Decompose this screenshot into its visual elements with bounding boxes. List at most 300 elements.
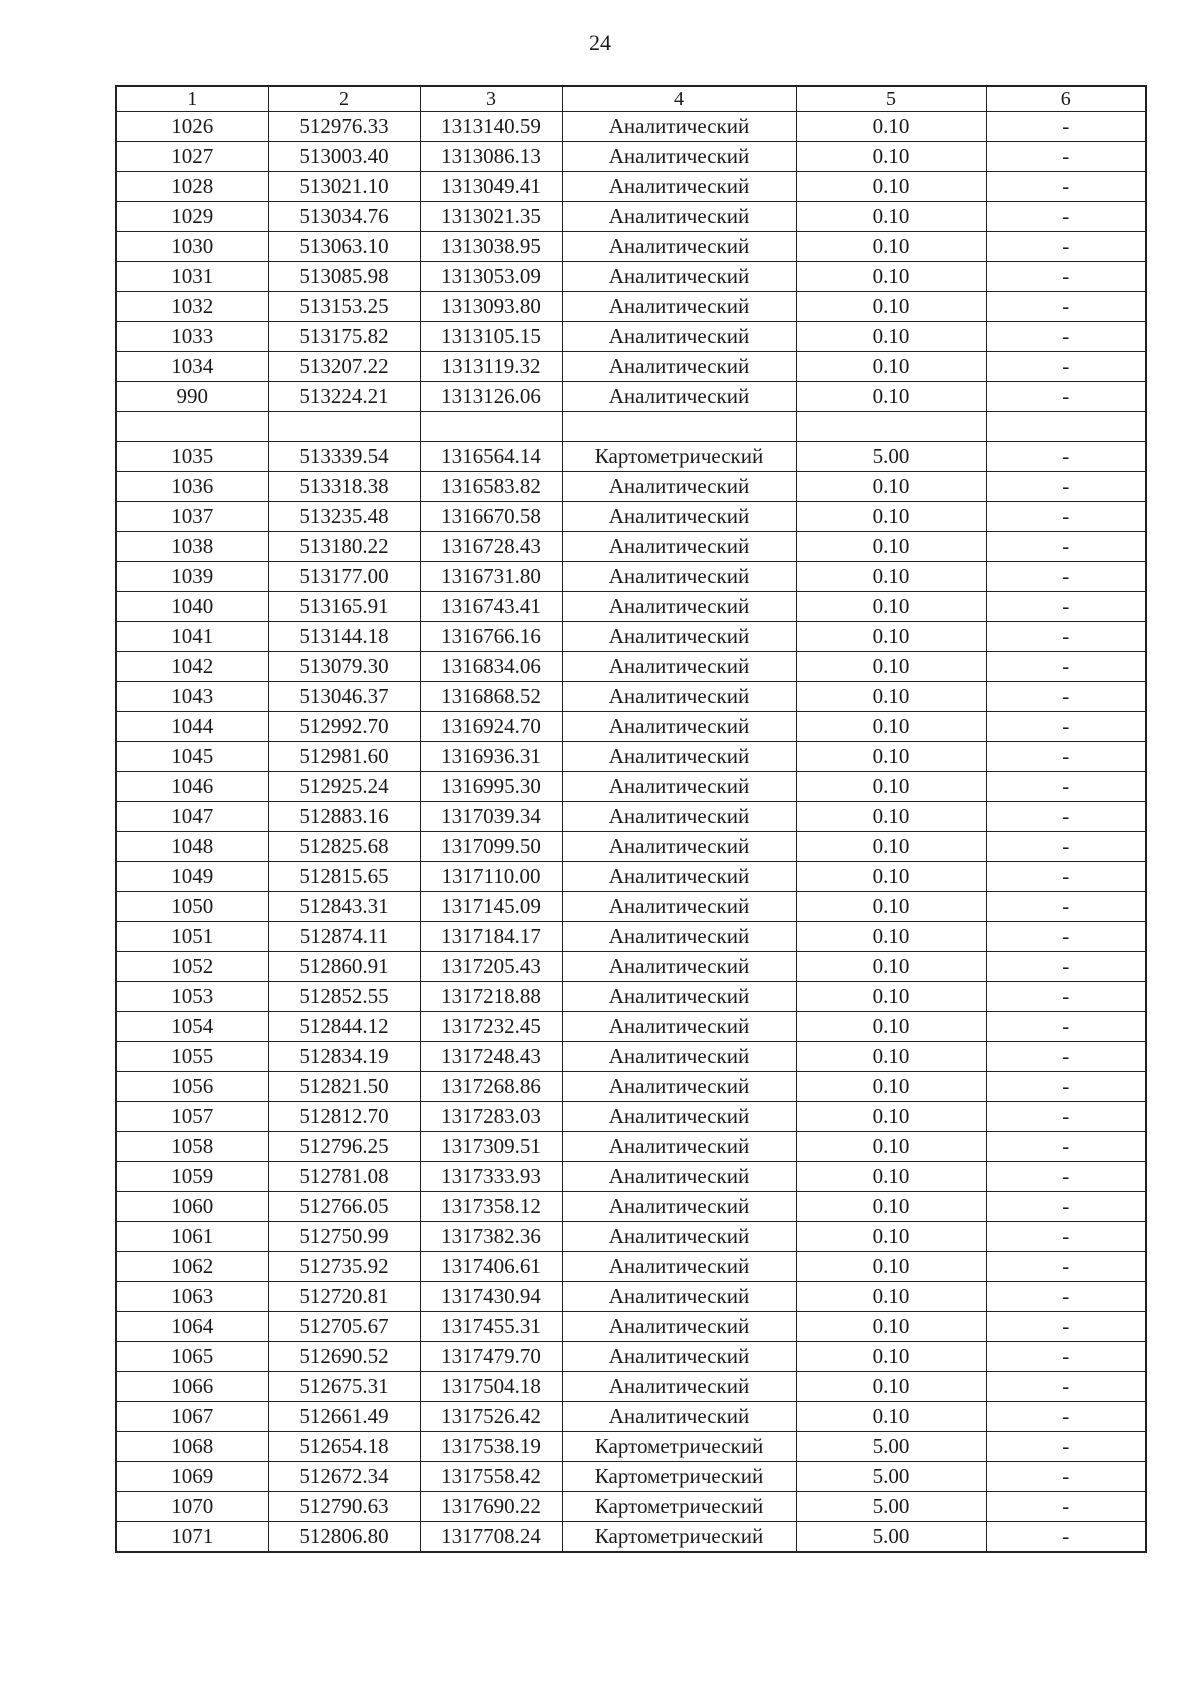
x-coordinate-cell: 512806.80 bbox=[268, 1522, 420, 1553]
y-coordinate-cell: 1317430.94 bbox=[420, 1282, 562, 1312]
table-row bbox=[116, 1252, 1146, 1282]
y-coordinate-cell: 1317205.43 bbox=[420, 952, 562, 982]
y-coordinate-cell: 1317690.22 bbox=[420, 1492, 562, 1522]
method-cell: Аналитический bbox=[562, 592, 796, 622]
table-row bbox=[116, 112, 1146, 142]
accuracy-cell: 0.10 bbox=[796, 1342, 986, 1372]
y-coordinate-cell: 1316936.31 bbox=[420, 742, 562, 772]
point-number-cell: 1054 bbox=[116, 1012, 268, 1042]
column-header-1: 1 bbox=[116, 86, 268, 112]
y-coordinate-cell: 1316670.58 bbox=[420, 502, 562, 532]
point-number-cell: 1055 bbox=[116, 1042, 268, 1072]
accuracy-cell: 0.10 bbox=[796, 1042, 986, 1072]
table-row bbox=[116, 742, 1146, 772]
note-cell: - bbox=[986, 382, 1146, 412]
method-cell: Аналитический bbox=[562, 502, 796, 532]
accuracy-cell: 0.10 bbox=[796, 352, 986, 382]
x-coordinate-cell: 512781.08 bbox=[268, 1162, 420, 1192]
note-cell: - bbox=[986, 1432, 1146, 1462]
x-coordinate-cell bbox=[268, 412, 420, 442]
x-coordinate-cell: 513180.22 bbox=[268, 532, 420, 562]
point-number-cell: 1032 bbox=[116, 292, 268, 322]
accuracy-cell: 0.10 bbox=[796, 742, 986, 772]
point-number-cell: 1066 bbox=[116, 1372, 268, 1402]
accuracy-cell: 0.10 bbox=[796, 772, 986, 802]
x-coordinate-cell: 513153.25 bbox=[268, 292, 420, 322]
method-cell: Аналитический bbox=[562, 772, 796, 802]
note-cell: - bbox=[986, 202, 1146, 232]
table-row bbox=[116, 1312, 1146, 1342]
method-cell: Аналитический bbox=[562, 172, 796, 202]
y-coordinate-cell: 1317248.43 bbox=[420, 1042, 562, 1072]
method-cell: Аналитический bbox=[562, 1162, 796, 1192]
table-row bbox=[116, 922, 1146, 952]
note-cell: - bbox=[986, 982, 1146, 1012]
point-number-cell: 1058 bbox=[116, 1132, 268, 1162]
coordinates-table bbox=[115, 85, 1147, 1553]
x-coordinate-cell: 513177.00 bbox=[268, 562, 420, 592]
point-number-cell: 1052 bbox=[116, 952, 268, 982]
table-row bbox=[116, 232, 1146, 262]
x-coordinate-cell: 512675.31 bbox=[268, 1372, 420, 1402]
accuracy-cell: 0.10 bbox=[796, 982, 986, 1012]
x-coordinate-cell: 513046.37 bbox=[268, 682, 420, 712]
accuracy-cell: 0.10 bbox=[796, 922, 986, 952]
note-cell: - bbox=[986, 1522, 1146, 1553]
y-coordinate-cell: 1313086.13 bbox=[420, 142, 562, 172]
point-number-cell: 1056 bbox=[116, 1072, 268, 1102]
point-number-cell: 1044 bbox=[116, 712, 268, 742]
accuracy-cell: 0.10 bbox=[796, 202, 986, 232]
accuracy-cell: 0.10 bbox=[796, 1102, 986, 1132]
point-number-cell: 1030 bbox=[116, 232, 268, 262]
table-row bbox=[116, 1132, 1146, 1162]
method-cell: Аналитический bbox=[562, 262, 796, 292]
method-cell: Аналитический bbox=[562, 1072, 796, 1102]
x-coordinate-cell: 512812.70 bbox=[268, 1102, 420, 1132]
table-row bbox=[116, 1102, 1146, 1132]
point-number-cell: 1049 bbox=[116, 862, 268, 892]
x-coordinate-cell: 512883.16 bbox=[268, 802, 420, 832]
accuracy-cell: 0.10 bbox=[796, 652, 986, 682]
table-row bbox=[116, 862, 1146, 892]
table-row bbox=[116, 1192, 1146, 1222]
method-cell: Аналитический bbox=[562, 892, 796, 922]
point-number-cell: 1051 bbox=[116, 922, 268, 952]
method-cell: Картометрический bbox=[562, 1522, 796, 1553]
x-coordinate-cell: 513235.48 bbox=[268, 502, 420, 532]
point-number-cell: 1034 bbox=[116, 352, 268, 382]
accuracy-cell: 0.10 bbox=[796, 892, 986, 922]
x-coordinate-cell: 512834.19 bbox=[268, 1042, 420, 1072]
method-cell: Аналитический bbox=[562, 322, 796, 352]
point-number-cell: 1036 bbox=[116, 472, 268, 502]
note-cell bbox=[986, 412, 1146, 442]
point-number-cell: 1045 bbox=[116, 742, 268, 772]
note-cell: - bbox=[986, 682, 1146, 712]
method-cell: Аналитический bbox=[562, 1042, 796, 1072]
table-row bbox=[116, 412, 1146, 442]
table-row bbox=[116, 1282, 1146, 1312]
note-cell: - bbox=[986, 472, 1146, 502]
note-cell: - bbox=[986, 952, 1146, 982]
table-row bbox=[116, 1222, 1146, 1252]
header-row bbox=[116, 86, 1146, 112]
note-cell: - bbox=[986, 1372, 1146, 1402]
accuracy-cell: 0.10 bbox=[796, 1162, 986, 1192]
point-number-cell: 1028 bbox=[116, 172, 268, 202]
y-coordinate-cell: 1316924.70 bbox=[420, 712, 562, 742]
accuracy-cell: 0.10 bbox=[796, 172, 986, 202]
note-cell: - bbox=[986, 832, 1146, 862]
note-cell: - bbox=[986, 1102, 1146, 1132]
note-cell: - bbox=[986, 322, 1146, 352]
y-coordinate-cell: 1316728.43 bbox=[420, 532, 562, 562]
accuracy-cell: 0.10 bbox=[796, 112, 986, 142]
table-row bbox=[116, 1402, 1146, 1432]
x-coordinate-cell: 512720.81 bbox=[268, 1282, 420, 1312]
accuracy-cell: 5.00 bbox=[796, 1492, 986, 1522]
x-coordinate-cell: 513165.91 bbox=[268, 592, 420, 622]
x-coordinate-cell: 513079.30 bbox=[268, 652, 420, 682]
table-row bbox=[116, 502, 1146, 532]
note-cell: - bbox=[986, 1312, 1146, 1342]
note-cell: - bbox=[986, 232, 1146, 262]
method-cell: Аналитический bbox=[562, 1282, 796, 1312]
x-coordinate-cell: 512843.31 bbox=[268, 892, 420, 922]
point-number-cell: 1065 bbox=[116, 1342, 268, 1372]
column-header-3: 3 bbox=[420, 86, 562, 112]
y-coordinate-cell: 1316834.06 bbox=[420, 652, 562, 682]
y-coordinate-cell: 1317039.34 bbox=[420, 802, 562, 832]
point-number-cell: 1050 bbox=[116, 892, 268, 922]
method-cell: Аналитический bbox=[562, 1102, 796, 1132]
x-coordinate-cell: 512976.33 bbox=[268, 112, 420, 142]
note-cell: - bbox=[986, 862, 1146, 892]
y-coordinate-cell: 1317479.70 bbox=[420, 1342, 562, 1372]
note-cell: - bbox=[986, 1222, 1146, 1252]
method-cell: Аналитический bbox=[562, 982, 796, 1012]
table-row bbox=[116, 1492, 1146, 1522]
method-cell: Аналитический bbox=[562, 232, 796, 262]
x-coordinate-cell: 513034.76 bbox=[268, 202, 420, 232]
table-row bbox=[116, 142, 1146, 172]
point-number-cell: 1035 bbox=[116, 442, 268, 472]
y-coordinate-cell: 1317184.17 bbox=[420, 922, 562, 952]
point-number-cell: 1027 bbox=[116, 142, 268, 172]
table-row bbox=[116, 832, 1146, 862]
column-header-5: 5 bbox=[796, 86, 986, 112]
table-row bbox=[116, 1462, 1146, 1492]
accuracy-cell: 0.10 bbox=[796, 382, 986, 412]
method-cell: Аналитический bbox=[562, 532, 796, 562]
accuracy-cell: 0.10 bbox=[796, 832, 986, 862]
table-row bbox=[116, 562, 1146, 592]
y-coordinate-cell: 1317526.42 bbox=[420, 1402, 562, 1432]
table-row bbox=[116, 1432, 1146, 1462]
note-cell: - bbox=[986, 1132, 1146, 1162]
point-number-cell: 1061 bbox=[116, 1222, 268, 1252]
x-coordinate-cell: 513318.38 bbox=[268, 472, 420, 502]
table-row bbox=[116, 1522, 1146, 1553]
note-cell: - bbox=[986, 142, 1146, 172]
table-row bbox=[116, 682, 1146, 712]
note-cell: - bbox=[986, 892, 1146, 922]
x-coordinate-cell: 512750.99 bbox=[268, 1222, 420, 1252]
method-cell: Аналитический bbox=[562, 922, 796, 952]
method-cell: Аналитический bbox=[562, 1252, 796, 1282]
table-row bbox=[116, 1372, 1146, 1402]
note-cell: - bbox=[986, 712, 1146, 742]
table-row bbox=[116, 292, 1146, 322]
note-cell: - bbox=[986, 1042, 1146, 1072]
method-cell: Аналитический bbox=[562, 1342, 796, 1372]
x-coordinate-cell: 513207.22 bbox=[268, 352, 420, 382]
accuracy-cell: 0.10 bbox=[796, 322, 986, 352]
y-coordinate-cell: 1313093.80 bbox=[420, 292, 562, 322]
y-coordinate-cell: 1317455.31 bbox=[420, 1312, 562, 1342]
accuracy-cell: 0.10 bbox=[796, 952, 986, 982]
method-cell: Аналитический bbox=[562, 1402, 796, 1432]
y-coordinate-cell: 1316564.14 bbox=[420, 442, 562, 472]
accuracy-cell: 0.10 bbox=[796, 262, 986, 292]
note-cell: - bbox=[986, 742, 1146, 772]
point-number-cell: 1037 bbox=[116, 502, 268, 532]
x-coordinate-cell: 512690.52 bbox=[268, 1342, 420, 1372]
y-coordinate-cell: 1317268.86 bbox=[420, 1072, 562, 1102]
note-cell: - bbox=[986, 922, 1146, 952]
table-row bbox=[116, 1072, 1146, 1102]
table-body bbox=[116, 112, 1146, 1553]
x-coordinate-cell: 512654.18 bbox=[268, 1432, 420, 1462]
x-coordinate-cell: 512672.34 bbox=[268, 1462, 420, 1492]
table-row bbox=[116, 772, 1146, 802]
method-cell: Аналитический bbox=[562, 952, 796, 982]
point-number-cell: 1038 bbox=[116, 532, 268, 562]
note-cell: - bbox=[986, 652, 1146, 682]
point-number-cell: 1047 bbox=[116, 802, 268, 832]
column-header-6: 6 bbox=[986, 86, 1146, 112]
table-row bbox=[116, 382, 1146, 412]
note-cell: - bbox=[986, 1072, 1146, 1102]
method-cell bbox=[562, 412, 796, 442]
note-cell: - bbox=[986, 1402, 1146, 1432]
method-cell: Картометрический bbox=[562, 442, 796, 472]
method-cell: Аналитический bbox=[562, 352, 796, 382]
method-cell: Аналитический bbox=[562, 802, 796, 832]
y-coordinate-cell: 1316766.16 bbox=[420, 622, 562, 652]
method-cell: Аналитический bbox=[562, 1372, 796, 1402]
x-coordinate-cell: 513144.18 bbox=[268, 622, 420, 652]
point-number-cell: 1033 bbox=[116, 322, 268, 352]
table-row bbox=[116, 262, 1146, 292]
method-cell: Аналитический bbox=[562, 712, 796, 742]
table-row bbox=[116, 652, 1146, 682]
note-cell: - bbox=[986, 1342, 1146, 1372]
y-coordinate-cell: 1317538.19 bbox=[420, 1432, 562, 1462]
point-number-cell: 1040 bbox=[116, 592, 268, 622]
point-number-cell: 1026 bbox=[116, 112, 268, 142]
y-coordinate-cell: 1317099.50 bbox=[420, 832, 562, 862]
x-coordinate-cell: 513175.82 bbox=[268, 322, 420, 352]
point-number-cell: 1029 bbox=[116, 202, 268, 232]
accuracy-cell: 0.10 bbox=[796, 472, 986, 502]
y-coordinate-cell: 1317333.93 bbox=[420, 1162, 562, 1192]
method-cell: Аналитический bbox=[562, 202, 796, 232]
point-number-cell: 1060 bbox=[116, 1192, 268, 1222]
accuracy-cell: 5.00 bbox=[796, 1522, 986, 1553]
accuracy-cell: 0.10 bbox=[796, 1072, 986, 1102]
y-coordinate-cell: 1316868.52 bbox=[420, 682, 562, 712]
y-coordinate-cell: 1317358.12 bbox=[420, 1192, 562, 1222]
point-number-cell: 1070 bbox=[116, 1492, 268, 1522]
point-number-cell: 1059 bbox=[116, 1162, 268, 1192]
accuracy-cell: 0.10 bbox=[796, 712, 986, 742]
point-number-cell: 1062 bbox=[116, 1252, 268, 1282]
table-row bbox=[116, 322, 1146, 352]
table-row bbox=[116, 712, 1146, 742]
table-row bbox=[116, 442, 1146, 472]
note-cell: - bbox=[986, 772, 1146, 802]
y-coordinate-cell: 1313049.41 bbox=[420, 172, 562, 202]
point-number-cell: 1039 bbox=[116, 562, 268, 592]
accuracy-cell: 0.10 bbox=[796, 1192, 986, 1222]
method-cell: Картометрический bbox=[562, 1492, 796, 1522]
note-cell: - bbox=[986, 112, 1146, 142]
note-cell: - bbox=[986, 262, 1146, 292]
accuracy-cell: 5.00 bbox=[796, 442, 986, 472]
method-cell: Аналитический bbox=[562, 382, 796, 412]
accuracy-cell: 0.10 bbox=[796, 142, 986, 172]
point-number-cell: 990 bbox=[116, 382, 268, 412]
y-coordinate-cell: 1313021.35 bbox=[420, 202, 562, 232]
point-number-cell: 1057 bbox=[116, 1102, 268, 1132]
method-cell: Аналитический bbox=[562, 1222, 796, 1252]
table-row bbox=[116, 1162, 1146, 1192]
page-number: 24 bbox=[589, 30, 611, 55]
x-coordinate-cell: 512992.70 bbox=[268, 712, 420, 742]
method-cell: Аналитический bbox=[562, 742, 796, 772]
point-number-cell: 1042 bbox=[116, 652, 268, 682]
point-number-cell bbox=[116, 412, 268, 442]
method-cell: Аналитический bbox=[562, 652, 796, 682]
point-number-cell: 1069 bbox=[116, 1462, 268, 1492]
y-coordinate-cell: 1313126.06 bbox=[420, 382, 562, 412]
note-cell: - bbox=[986, 502, 1146, 532]
x-coordinate-cell: 512860.91 bbox=[268, 952, 420, 982]
y-coordinate-cell: 1317232.45 bbox=[420, 1012, 562, 1042]
accuracy-cell: 0.10 bbox=[796, 1252, 986, 1282]
x-coordinate-cell: 512815.65 bbox=[268, 862, 420, 892]
note-cell: - bbox=[986, 1012, 1146, 1042]
y-coordinate-cell: 1317218.88 bbox=[420, 982, 562, 1012]
point-number-cell: 1041 bbox=[116, 622, 268, 652]
y-coordinate-cell: 1317110.00 bbox=[420, 862, 562, 892]
method-cell: Аналитический bbox=[562, 292, 796, 322]
x-coordinate-cell: 512705.67 bbox=[268, 1312, 420, 1342]
y-coordinate-cell: 1317145.09 bbox=[420, 892, 562, 922]
x-coordinate-cell: 513224.21 bbox=[268, 382, 420, 412]
accuracy-cell: 0.10 bbox=[796, 862, 986, 892]
x-coordinate-cell: 513021.10 bbox=[268, 172, 420, 202]
accuracy-cell: 0.10 bbox=[796, 232, 986, 262]
accuracy-cell: 0.10 bbox=[796, 502, 986, 532]
point-number-cell: 1053 bbox=[116, 982, 268, 1012]
method-cell: Аналитический bbox=[562, 1192, 796, 1222]
method-cell: Аналитический bbox=[562, 832, 796, 862]
method-cell: Аналитический bbox=[562, 862, 796, 892]
accuracy-cell: 0.10 bbox=[796, 562, 986, 592]
x-coordinate-cell: 512821.50 bbox=[268, 1072, 420, 1102]
accuracy-cell: 0.10 bbox=[796, 1132, 986, 1162]
column-header-4: 4 bbox=[562, 86, 796, 112]
point-number-cell: 1063 bbox=[116, 1282, 268, 1312]
column-header-2: 2 bbox=[268, 86, 420, 112]
table-row bbox=[116, 472, 1146, 502]
y-coordinate-cell: 1317708.24 bbox=[420, 1522, 562, 1553]
y-coordinate-cell: 1316583.82 bbox=[420, 472, 562, 502]
accuracy-cell: 0.10 bbox=[796, 1222, 986, 1252]
method-cell: Картометрический bbox=[562, 1432, 796, 1462]
point-number-cell: 1067 bbox=[116, 1402, 268, 1432]
method-cell: Аналитический bbox=[562, 622, 796, 652]
note-cell: - bbox=[986, 532, 1146, 562]
note-cell: - bbox=[986, 1192, 1146, 1222]
point-number-cell: 1048 bbox=[116, 832, 268, 862]
x-coordinate-cell: 512735.92 bbox=[268, 1252, 420, 1282]
x-coordinate-cell: 512796.25 bbox=[268, 1132, 420, 1162]
method-cell: Аналитический bbox=[562, 142, 796, 172]
accuracy-cell: 0.10 bbox=[796, 622, 986, 652]
x-coordinate-cell: 512790.63 bbox=[268, 1492, 420, 1522]
note-cell: - bbox=[986, 622, 1146, 652]
table-row bbox=[116, 1342, 1146, 1372]
point-number-cell: 1031 bbox=[116, 262, 268, 292]
x-coordinate-cell: 513063.10 bbox=[268, 232, 420, 262]
table-header bbox=[116, 86, 1146, 112]
table-row bbox=[116, 532, 1146, 562]
x-coordinate-cell: 512852.55 bbox=[268, 982, 420, 1012]
point-number-cell: 1071 bbox=[116, 1522, 268, 1553]
y-coordinate-cell: 1313105.15 bbox=[420, 322, 562, 352]
y-coordinate-cell: 1316743.41 bbox=[420, 592, 562, 622]
x-coordinate-cell: 512874.11 bbox=[268, 922, 420, 952]
point-number-cell: 1046 bbox=[116, 772, 268, 802]
table-row bbox=[116, 172, 1146, 202]
note-cell: - bbox=[986, 1492, 1146, 1522]
y-coordinate-cell: 1313140.59 bbox=[420, 112, 562, 142]
x-coordinate-cell: 513085.98 bbox=[268, 262, 420, 292]
method-cell: Аналитический bbox=[562, 112, 796, 142]
table-row bbox=[116, 1042, 1146, 1072]
x-coordinate-cell: 512766.05 bbox=[268, 1192, 420, 1222]
accuracy-cell: 0.10 bbox=[796, 592, 986, 622]
accuracy-cell: 0.10 bbox=[796, 532, 986, 562]
point-number-cell: 1068 bbox=[116, 1432, 268, 1462]
point-number-cell: 1064 bbox=[116, 1312, 268, 1342]
table-row bbox=[116, 592, 1146, 622]
y-coordinate-cell: 1313119.32 bbox=[420, 352, 562, 382]
x-coordinate-cell: 512981.60 bbox=[268, 742, 420, 772]
note-cell: - bbox=[986, 592, 1146, 622]
x-coordinate-cell: 512844.12 bbox=[268, 1012, 420, 1042]
accuracy-cell: 0.10 bbox=[796, 1282, 986, 1312]
note-cell: - bbox=[986, 802, 1146, 832]
y-coordinate-cell bbox=[420, 412, 562, 442]
method-cell: Картометрический bbox=[562, 1462, 796, 1492]
method-cell: Аналитический bbox=[562, 472, 796, 502]
y-coordinate-cell: 1317283.03 bbox=[420, 1102, 562, 1132]
